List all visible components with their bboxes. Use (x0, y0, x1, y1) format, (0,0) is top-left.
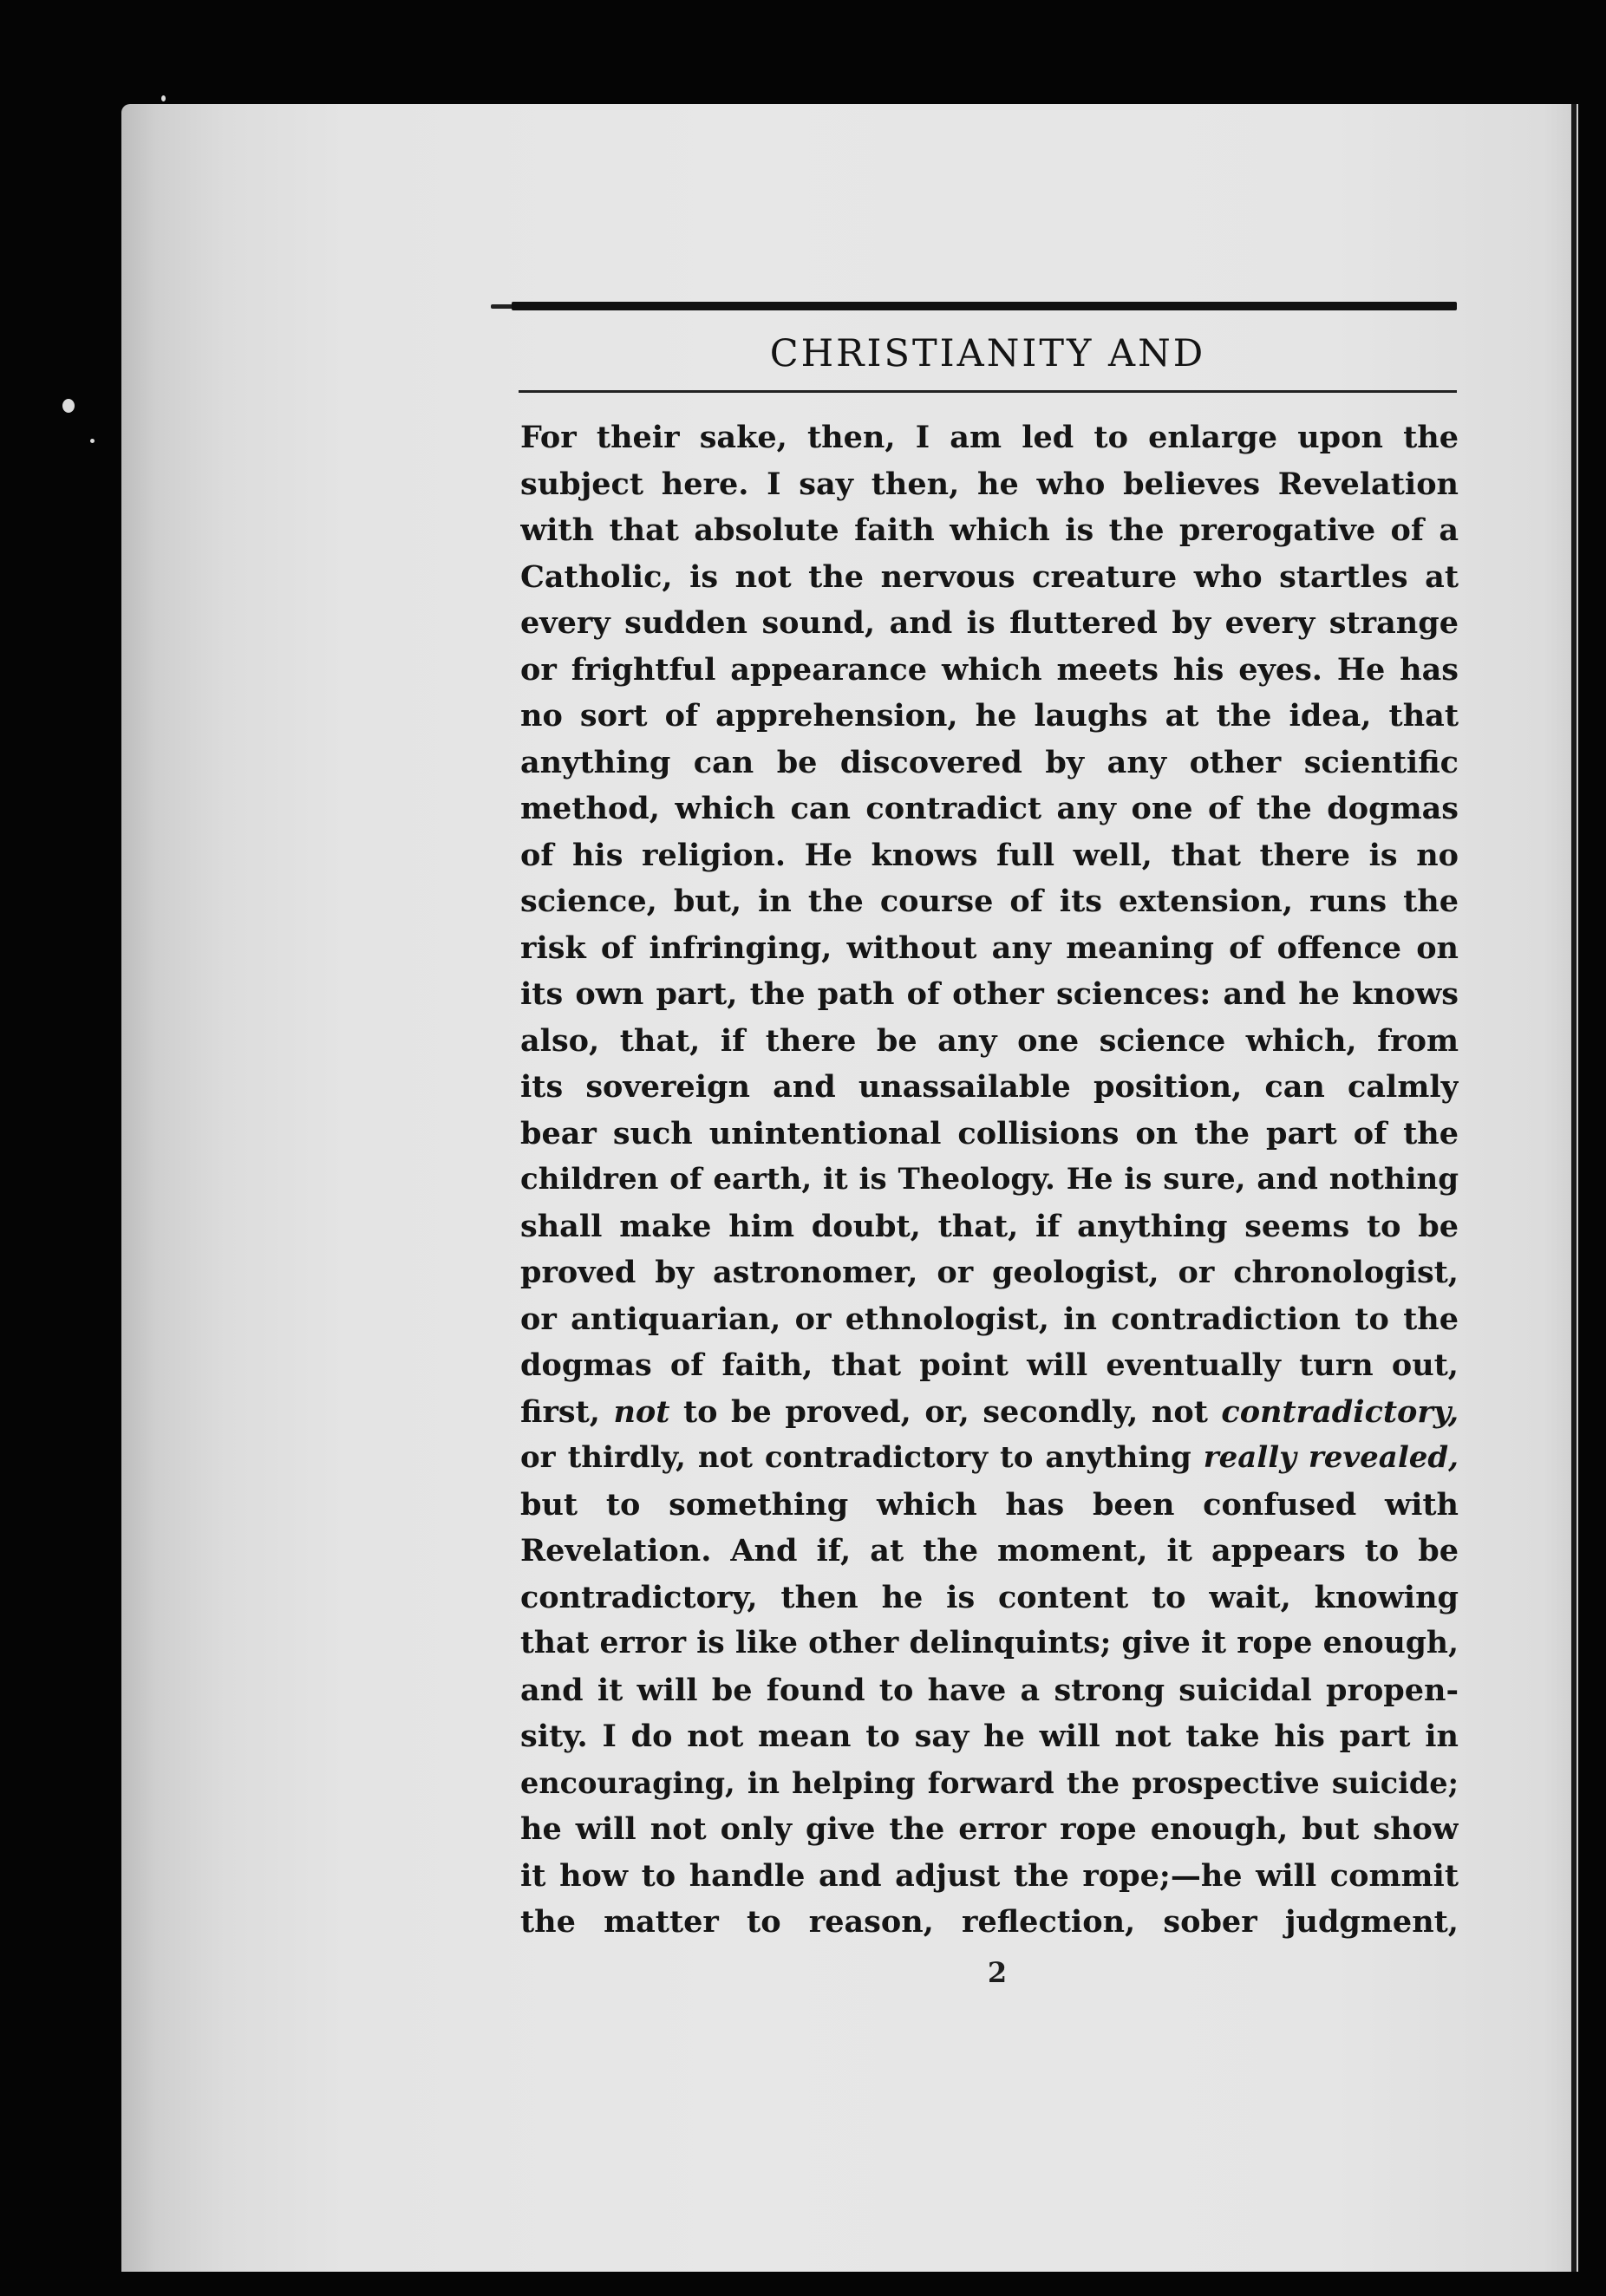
italic-span: not (613, 1393, 670, 1430)
text-line: shall make him doubt, that, if anything seems to be (520, 1208, 1459, 1244)
text-line: its own part, the path of other sciences: and he knows (520, 976, 1459, 1012)
text-line: contradictory, then he is content to wait, knowing (520, 1579, 1459, 1615)
text-line: For their sake, then, I am led to enlarge upon the (520, 420, 1459, 455)
text-line: encouraging, in helping forward the prospective suicide; (520, 1765, 1459, 1800)
text-line: proved by astronomer, or geologist, or chronologist, (520, 1255, 1459, 1290)
text-line: subject here. I say then, he who believes Revelation (520, 466, 1459, 502)
text-line: method, which can contradict any one of the dogmas (520, 791, 1459, 826)
page-edge (1571, 104, 1577, 2272)
text-line (520, 1435, 1459, 1482)
text-line: he will not only give the error rope enough, but show (520, 1811, 1459, 1847)
italic-span: contradictory, (1221, 1393, 1459, 1430)
text-line: every sudden sound, and is fluttered by every strange (520, 605, 1459, 641)
text-span: first, (520, 1393, 614, 1430)
text-line: risk of infringing, without any meaning of offence on (520, 929, 1459, 966)
body-text (520, 414, 1459, 1946)
text-line: children of earth, it is Theology. He is sure, and nothing (520, 1162, 1459, 1197)
text-line: and it will be found to have a strong suicidal propen- (520, 1672, 1459, 1708)
text-line (520, 1389, 1459, 1436)
text-line: of his religion. He knows full well, that there is no (520, 837, 1459, 873)
italic-span: really revealed, (1203, 1440, 1459, 1475)
text-line: its sovereign and unassailable position, can calmly (520, 1069, 1459, 1105)
text-line: Revelation. And if, at the moment, it appears to be (520, 1533, 1459, 1569)
text-line: that error is like other delinquints; give it rope enough, (520, 1626, 1459, 1660)
dust-speck (90, 439, 95, 443)
text-line: but to something which has been confused with (520, 1486, 1459, 1523)
dust-speck (161, 95, 166, 101)
text-line: or frightful appearance which meets his eyes. He has (520, 651, 1459, 688)
dust-speck (62, 399, 75, 413)
header-rule-thick (512, 302, 1457, 310)
text-line: or antiquarian, or ethnologist, in contradiction to the (520, 1301, 1459, 1337)
text-line: no sort of apprehension, he laughs at the idea, that (520, 698, 1459, 734)
text-line: sity. I do not mean to say he will not take his part in (520, 1719, 1459, 1754)
text-span: or thirdly, not contradictory to anything (520, 1440, 1204, 1475)
running-head: CHRISTIANITY AND (769, 332, 1206, 375)
header-rule-thin (519, 390, 1457, 393)
text-line: Catholic, is not the nervous creature who startles at (520, 558, 1459, 595)
text-line: dogmas of faith, that point will eventually turn out, (520, 1347, 1459, 1383)
text-line: also, that, if there be any one science which, from (520, 1022, 1459, 1059)
text-line: the matter to reason, reflection, sober judgment, (520, 1904, 1459, 1940)
text-span: to be proved, or, secondly, not (669, 1393, 1222, 1430)
text-line: science, but, in the course of its extension, runs the (520, 884, 1459, 919)
page-number: 2 (987, 1956, 1008, 1989)
text-line: with that absolute faith which is the prerogative of a (520, 512, 1459, 548)
text-line: it how to handle and adjust the rope;—he will commit (520, 1857, 1459, 1894)
text-line: anything can be discovered by any other scientific (520, 744, 1459, 780)
text-line: bear such unintentional collisions on the part of the (520, 1115, 1459, 1151)
